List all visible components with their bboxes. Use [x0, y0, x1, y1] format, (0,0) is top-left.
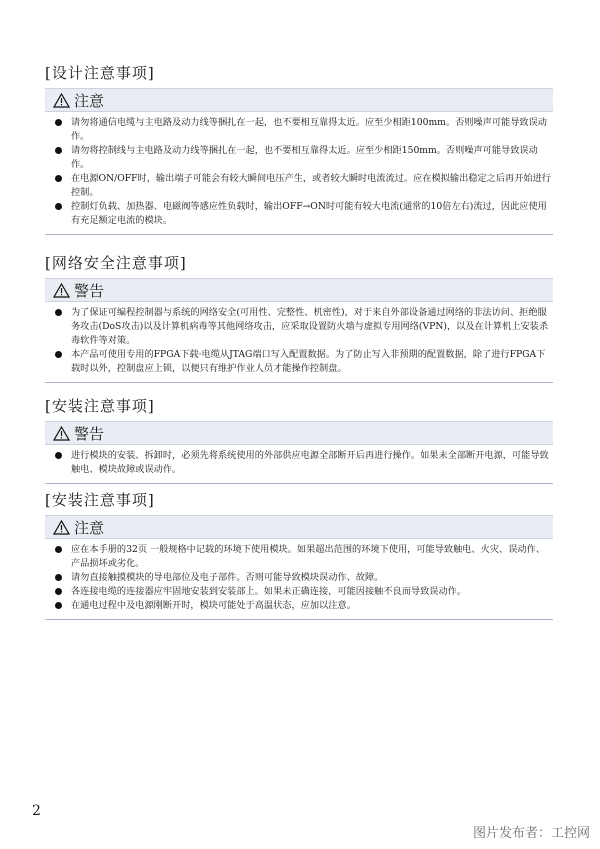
bullet-icon [55, 175, 62, 182]
bullet-icon [55, 588, 62, 595]
page-number: 2 [32, 803, 41, 819]
warning-label: 警告 [74, 424, 105, 443]
network-security-section [45, 253, 553, 383]
list-item: 请勿直接触摸模块的导电部位及电子部件。否则可能导致模块误动作、故障。 [55, 571, 553, 585]
warning-triangle-icon [53, 93, 70, 108]
watermark: 图片发布者：工控网 [472, 826, 590, 841]
bullet-icon [55, 351, 62, 358]
list-item: 本产品可使用专用的FPGA下载·电缆从JTAG端口写入配置数据。为了防止写入非预期的配置数据，除了进行FPGA下载时以外，控制盘应上锁，以便只有维护作业人员才能操作控制盘。 [55, 348, 553, 376]
list-item: 为了保证可编程控制器与系统的网络安全(可用性、完整性、机密性)，对于来自外部设备通过网络的非法访问、拒绝服务攻击(DoS攻击)以及计算机病毒等其他网络攻击，应采取设置防火墙与虚拟专用网络(VPN)，以及在计算机上安装杀毒软件等对策。 [55, 306, 553, 348]
warning-bar [45, 278, 553, 302]
list-item: 控制灯负载、加热器、电磁阀等感应性负载时，输出OFF→ON时可能有较大电流(通常的10倍左右)流过，因此应使用有充足额定电流的模块。 [55, 200, 553, 228]
section-title: [安装注意事项] [45, 397, 155, 415]
list-item: 请勿将控制线与主电路及动力线等捆扎在一起，也不要相互靠得太近。应至少相距150mm。否则噪声可能导致误动作。 [55, 144, 553, 172]
list-item: 在通电过程中及电源刚断开时，模块可能处于高温状态，应加以注意。 [55, 599, 553, 613]
caution-label: 注意 [74, 91, 105, 110]
warning-triangle-icon [53, 426, 70, 441]
list-item: 请勿将通信电缆与主电路及动力线等捆扎在一起，也不要相互靠得太近。应至少相距100mm。否则噪声可能导致误动作。 [55, 116, 553, 144]
list-item: 在电源ON/OFF时，输出端子可能会有较大瞬间电压产生，或者较大瞬时电流流过。应在模拟输出稳定之后再开始进行控制。 [55, 172, 553, 200]
warning-label: 警告 [74, 281, 105, 300]
warning-triangle-icon [53, 520, 70, 535]
design-precautions-section [45, 63, 553, 235]
installation-warning-section [45, 396, 553, 484]
section-title: [设计注意事项] [45, 64, 155, 82]
divider [45, 234, 553, 235]
section-title: [网络安全注意事项] [45, 254, 187, 272]
divider [45, 382, 553, 383]
divider [45, 483, 553, 484]
warning-triangle-icon [53, 283, 70, 298]
bullet-icon [55, 574, 62, 581]
list-item: 各连接电缆的连接器应牢固地安装到安装部上。如果未正确连接，可能因接触不良而导致误动作。 [55, 585, 553, 599]
list-item: 进行模块的安装、拆卸时，必须先将系统使用的外部供应电源全部断开后再进行操作。如果未全部断开电源，可能导致触电、模块故障或误动作。 [55, 449, 553, 477]
installation-caution-section [45, 490, 553, 620]
divider [45, 619, 553, 620]
bullet-icon [55, 203, 62, 210]
list-item: 应在本手册的32页 一般规格中记载的环境下使用模块。如果超出范围的环境下使用，可能导致触电、火灾、误动作、产品损坏或劣化。 [55, 543, 553, 571]
caution-bar [45, 515, 553, 539]
bullet-icon [55, 602, 62, 609]
warning-bar [45, 421, 553, 445]
bullet-icon [55, 147, 62, 154]
caution-bar [45, 88, 553, 112]
bullet-icon [55, 119, 62, 126]
bullet-icon [55, 309, 62, 316]
section-title: [安装注意事项] [45, 491, 155, 509]
bullet-icon [55, 546, 62, 553]
bullet-icon [55, 452, 62, 459]
caution-label: 注意 [74, 518, 105, 537]
